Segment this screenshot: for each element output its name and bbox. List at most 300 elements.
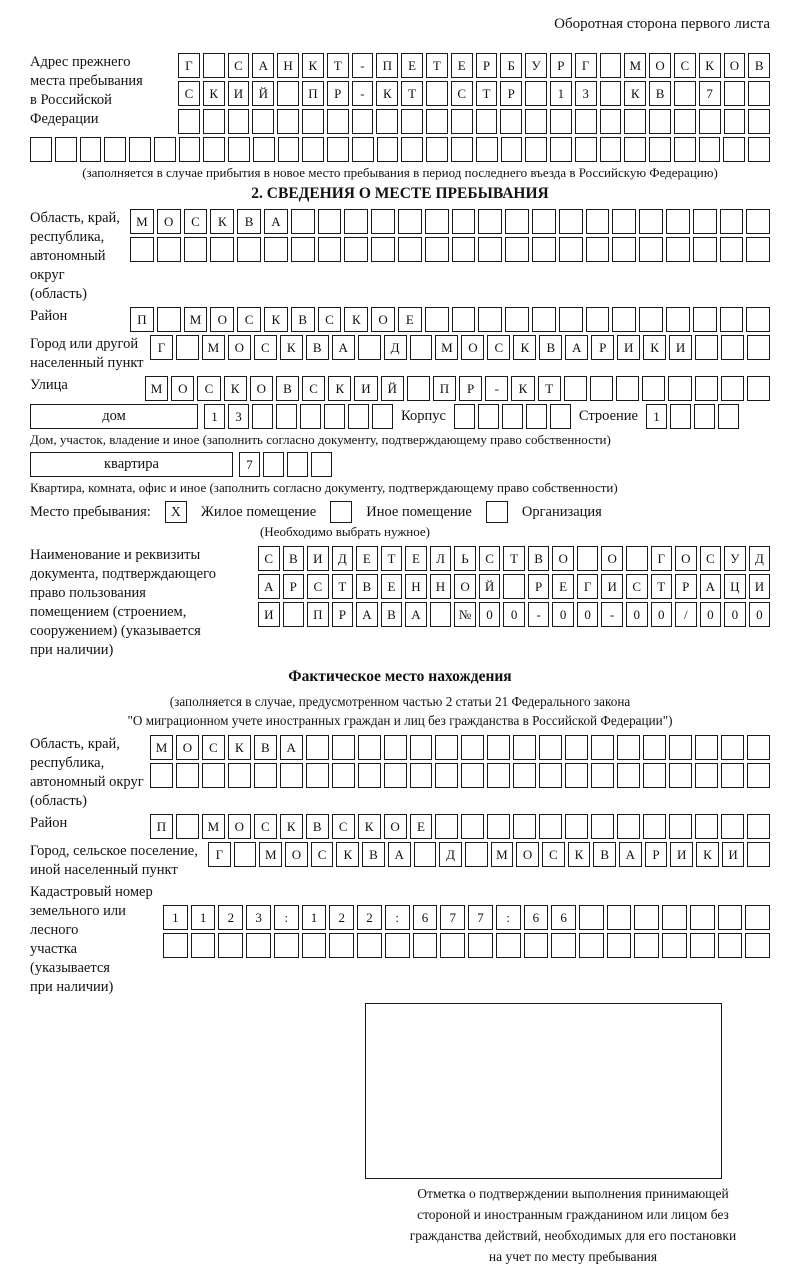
char-box (274, 933, 299, 958)
char-box (502, 404, 523, 429)
char-box (426, 81, 448, 106)
char-box: О (176, 735, 199, 760)
char-box (104, 137, 126, 162)
char-box: И (307, 546, 329, 571)
label-line: право пользования (30, 585, 146, 601)
char-box (371, 209, 395, 234)
char-box (228, 109, 250, 134)
char-box (505, 209, 529, 234)
char-box: Н (430, 574, 452, 599)
char-box (586, 209, 610, 234)
char-box: О (285, 842, 308, 867)
char-box (302, 137, 324, 162)
label-line: автономный округ (30, 774, 144, 790)
char-box: С (311, 842, 334, 867)
char-box (451, 137, 473, 162)
char-box: И (617, 335, 640, 360)
char-box: / (675, 602, 697, 627)
char-box: О (675, 546, 697, 571)
char-box: В (649, 81, 671, 106)
factual-gorod-row (208, 842, 770, 867)
char-box (157, 307, 181, 332)
char-box (639, 307, 663, 332)
char-box (252, 404, 273, 429)
char-box (154, 137, 176, 162)
char-box: С (237, 307, 261, 332)
char-box (662, 933, 687, 958)
char-box: О (461, 335, 484, 360)
stroenie-label: Строение (578, 408, 638, 424)
char-box: И (749, 574, 771, 599)
char-box (559, 209, 583, 234)
char-box (385, 933, 410, 958)
char-box: 2 (329, 905, 354, 930)
char-box (690, 933, 715, 958)
char-box (577, 546, 599, 571)
label-line: на учет по месту пребывания (488, 1249, 658, 1264)
char-box (324, 404, 345, 429)
char-box (348, 404, 369, 429)
char-box: О (228, 335, 251, 360)
korpus-digits (454, 404, 571, 429)
char-box: Т (332, 574, 354, 599)
char-box (639, 209, 663, 234)
char-box (747, 763, 770, 788)
char-box (203, 137, 225, 162)
mesto-note: (Необходимо выбрать нужное) (259, 524, 431, 539)
char-box: К (302, 53, 324, 78)
char-box (513, 763, 536, 788)
char-box (586, 307, 610, 332)
char-box: Р (528, 574, 550, 599)
char-box (332, 763, 355, 788)
oblast-row1 (130, 209, 770, 234)
char-box (302, 109, 324, 134)
char-box (525, 137, 547, 162)
char-box (600, 137, 622, 162)
char-box: К (210, 209, 234, 234)
char-box (318, 237, 342, 262)
label-line: (область) (30, 793, 87, 809)
char-box: С (184, 209, 208, 234)
checkbox-organizatsiya (486, 501, 508, 523)
char-box (300, 404, 321, 429)
char-box: И (354, 376, 377, 401)
char-box (626, 546, 648, 571)
char-box (746, 307, 770, 332)
doc-row1 (258, 546, 770, 571)
char-box: П (433, 376, 456, 401)
char-box: С (258, 546, 280, 571)
char-box: Й (381, 376, 404, 401)
char-box (669, 814, 692, 839)
char-box (150, 763, 173, 788)
label-line: сооружением) (указывается (30, 623, 201, 639)
char-box (579, 933, 604, 958)
label-line: республика, (30, 229, 105, 245)
kadastr-row2 (163, 933, 770, 958)
raion-row (130, 307, 770, 332)
stroenie-digits (646, 404, 739, 429)
char-box (612, 307, 636, 332)
char-box (246, 933, 271, 958)
char-box (724, 109, 746, 134)
char-box (500, 109, 522, 134)
char-box (532, 307, 556, 332)
ulitsa-label (30, 376, 145, 395)
char-box (747, 842, 770, 867)
char-box (202, 763, 225, 788)
label-line: стороной и иностранным гражданином или лицом без (417, 1207, 729, 1222)
label-line: места пребывания (30, 73, 143, 89)
char-box (748, 81, 770, 106)
label-line: Адрес прежнего (30, 54, 131, 70)
char-box (695, 735, 718, 760)
kadastr-block (30, 883, 770, 997)
char-box (525, 81, 547, 106)
char-box: Р (327, 81, 349, 106)
char-box: И (228, 81, 250, 106)
prev-address-caption: (заполняется в случае прибытия в новое место пребывания в период последнего въезда в Российскую Федерацию) (82, 165, 718, 180)
char-box: К (224, 376, 247, 401)
char-box (565, 763, 588, 788)
char-box: К (228, 735, 251, 760)
char-box: К (511, 376, 534, 401)
char-box: А (280, 735, 303, 760)
char-box (525, 109, 547, 134)
char-box (559, 307, 583, 332)
char-box (649, 137, 671, 162)
char-box: В (283, 546, 305, 571)
factual-oblast-row2 (150, 763, 770, 788)
doc-rows (258, 546, 770, 627)
char-box (163, 933, 188, 958)
char-box: В (539, 335, 562, 360)
char-box (454, 404, 475, 429)
char-box: В (593, 842, 616, 867)
char-box: 0 (651, 602, 673, 627)
factual-note2: "О миграционном учете иностранных граждан и лиц без гражданства в Российской Федерации") (127, 713, 673, 728)
char-box (746, 237, 770, 262)
doc-block (30, 546, 770, 660)
char-box: А (565, 335, 588, 360)
char-box (263, 452, 284, 477)
char-box: П (376, 53, 398, 78)
label-line: Федерации (30, 111, 99, 127)
label-line: Область, край, (30, 210, 120, 226)
char-box (435, 814, 458, 839)
char-box: Т (503, 546, 525, 571)
char-box: О (384, 814, 407, 839)
char-box (352, 137, 374, 162)
factual-raion-block (30, 814, 770, 839)
char-box (565, 814, 588, 839)
char-box: В (237, 209, 261, 234)
char-box (505, 237, 529, 262)
char-box: 0 (503, 602, 525, 627)
char-box: Р (550, 53, 572, 78)
char-box: - (352, 81, 374, 106)
char-box: Д (332, 546, 354, 571)
char-box: В (362, 842, 385, 867)
dom-row (30, 404, 770, 429)
char-box: У (525, 53, 547, 78)
char-box: 0 (552, 602, 574, 627)
char-box (478, 209, 502, 234)
oblast-block (30, 209, 770, 304)
char-box (720, 209, 744, 234)
char-box (210, 237, 234, 262)
prev-address-block (30, 53, 770, 134)
char-box: 0 (479, 602, 501, 627)
char-box (478, 307, 502, 332)
factual-note1: (заполняется в случае, предусмотренном частью 2 статьи 21 Федерального закона (169, 694, 631, 709)
char-box: 7 (440, 905, 465, 930)
char-box (526, 404, 547, 429)
char-box: 0 (577, 602, 599, 627)
char-box: 0 (724, 602, 746, 627)
raion-label (30, 307, 130, 326)
char-box (747, 814, 770, 839)
char-box: С (674, 53, 696, 78)
char-box (718, 905, 743, 930)
char-box (425, 209, 449, 234)
oblast-row2 (130, 237, 770, 262)
char-box (496, 933, 521, 958)
char-box: Г (651, 546, 673, 571)
char-box (452, 237, 476, 262)
char-box: К (280, 814, 303, 839)
char-box (634, 905, 659, 930)
char-box (184, 237, 208, 262)
char-box (487, 735, 510, 760)
char-box: С (197, 376, 220, 401)
char-box: Р (591, 335, 614, 360)
char-box: В (306, 814, 329, 839)
char-box: М (202, 814, 225, 839)
oblast-label (30, 209, 130, 304)
factual-gorod-label (30, 842, 208, 880)
char-box: В (291, 307, 315, 332)
char-box: К (328, 376, 351, 401)
char-box: В (254, 735, 277, 760)
kvartira-digits (239, 452, 332, 477)
char-box: Т (327, 53, 349, 78)
char-box (410, 763, 433, 788)
char-box: О (157, 209, 181, 234)
char-box: С (302, 376, 325, 401)
char-box: С (318, 307, 342, 332)
char-box (191, 933, 216, 958)
char-box (666, 307, 690, 332)
char-box (612, 237, 636, 262)
checkbox-inoe (330, 501, 352, 523)
char-box (357, 933, 382, 958)
char-box: А (252, 53, 274, 78)
char-box: О (552, 546, 574, 571)
label-line: Город, сельское поселение, (30, 843, 198, 859)
char-box: С (254, 814, 277, 839)
prev-address-row1 (178, 53, 770, 78)
char-box: С (479, 546, 501, 571)
prev-address-label (30, 53, 178, 129)
char-box: Г (577, 574, 599, 599)
char-box: И (601, 574, 623, 599)
label-line: гражданства действий, необходимых для его постановки (409, 1228, 737, 1243)
char-box: 0 (700, 602, 722, 627)
section2-title: 2. СВЕДЕНИЯ О МЕСТЕ ПРЕБЫВАНИЯ (251, 185, 549, 202)
char-box: Ц (724, 574, 746, 599)
char-box: Т (426, 53, 448, 78)
char-box: Д (384, 335, 407, 360)
prev-address-row4 (30, 137, 770, 162)
prev-address-row3 (178, 109, 770, 134)
char-box: С (451, 81, 473, 106)
char-box (377, 137, 399, 162)
char-box (600, 109, 622, 134)
char-box (649, 109, 671, 134)
char-box (291, 209, 315, 234)
char-box: В (306, 335, 329, 360)
char-box: - (485, 376, 508, 401)
char-box (430, 602, 452, 627)
stamp-caption (348, 1183, 798, 1267)
char-box (332, 735, 355, 760)
char-box: О (250, 376, 273, 401)
kadastr-label (30, 883, 163, 997)
char-box (129, 137, 151, 162)
char-box (695, 376, 718, 401)
char-box (407, 376, 430, 401)
char-box: 1 (550, 81, 572, 106)
char-box (668, 376, 691, 401)
char-box (435, 763, 458, 788)
char-box: Р (500, 81, 522, 106)
label-line: Улица (30, 377, 68, 393)
char-box (748, 109, 770, 134)
char-box (674, 109, 696, 134)
char-box (478, 404, 499, 429)
char-box: 6 (413, 905, 438, 930)
char-box (586, 237, 610, 262)
char-box (487, 763, 510, 788)
char-box (612, 209, 636, 234)
char-box: М (150, 735, 173, 760)
doc-row2 (258, 574, 770, 599)
char-box (413, 933, 438, 958)
char-box: А (258, 574, 280, 599)
char-box (344, 237, 368, 262)
char-box: А (356, 602, 378, 627)
factual-raion-row (150, 814, 770, 839)
checkbox-zhiloe: X (165, 501, 187, 523)
char-box (452, 209, 476, 234)
char-box: Е (405, 546, 427, 571)
char-box (564, 376, 587, 401)
char-box: В (356, 574, 378, 599)
char-box: К (699, 53, 721, 78)
char-box (591, 814, 614, 839)
char-box (487, 814, 510, 839)
char-box: : (496, 905, 521, 930)
char-box (228, 137, 250, 162)
char-box (425, 237, 449, 262)
char-box (513, 814, 536, 839)
factual-title: Фактическое место нахождения (288, 668, 512, 685)
char-box (306, 735, 329, 760)
char-box (176, 763, 199, 788)
char-box (624, 109, 646, 134)
char-box: С (487, 335, 510, 360)
char-box (745, 933, 770, 958)
char-box: Н (405, 574, 427, 599)
char-box (329, 933, 354, 958)
korpus-label: Корпус (401, 408, 446, 424)
char-box (724, 81, 746, 106)
char-box: 6 (551, 905, 576, 930)
char-box (426, 137, 448, 162)
char-box: Е (451, 53, 473, 78)
char-box (178, 109, 200, 134)
stamp-box (365, 1003, 722, 1179)
char-box: № (454, 602, 476, 627)
char-box (600, 81, 622, 106)
char-box (461, 763, 484, 788)
char-box: М (624, 53, 646, 78)
char-box (451, 109, 473, 134)
char-box (695, 335, 718, 360)
label-line: иной населенный пункт (30, 862, 178, 878)
char-box (513, 735, 536, 760)
char-box (157, 237, 181, 262)
char-box (550, 137, 572, 162)
char-box (372, 404, 393, 429)
char-box (693, 209, 717, 234)
kadastr-rows (163, 883, 770, 958)
char-box (721, 763, 744, 788)
char-box: Й (252, 81, 274, 106)
factual-raion-label (30, 814, 150, 833)
char-box: В (381, 602, 403, 627)
char-box: П (307, 602, 329, 627)
mesto-label: Место пребывания: (30, 503, 151, 520)
char-box (617, 735, 640, 760)
char-box: С (228, 53, 250, 78)
label-line: Наименование и реквизиты (30, 547, 201, 563)
char-box (352, 109, 374, 134)
char-box: Е (381, 574, 403, 599)
char-box (306, 763, 329, 788)
char-box (721, 376, 744, 401)
label-line: в Российской (30, 92, 112, 108)
gorod-label (30, 335, 150, 373)
char-box: О (454, 574, 476, 599)
char-box: О (171, 376, 194, 401)
char-box (398, 209, 422, 234)
char-box: А (264, 209, 288, 234)
char-box: П (150, 814, 173, 839)
char-box: Б (500, 53, 522, 78)
char-box (591, 763, 614, 788)
char-box (669, 763, 692, 788)
gorod-block (30, 335, 770, 373)
char-box: О (516, 842, 539, 867)
char-box (693, 237, 717, 262)
char-box (176, 814, 199, 839)
char-box: Д (749, 546, 771, 571)
char-box: Т (651, 574, 673, 599)
char-box (253, 137, 275, 162)
